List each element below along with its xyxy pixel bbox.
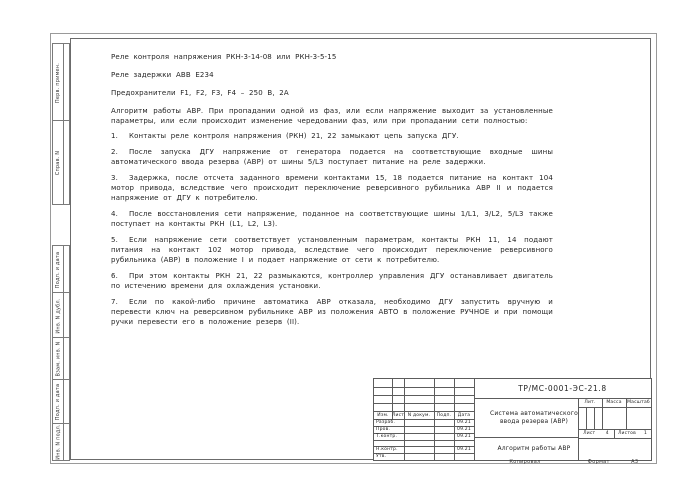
margin-box-podp-data-2 xyxy=(52,379,70,425)
margin-label: Перв. примен. xyxy=(55,62,62,103)
algorithm-intro: Алгоритм работы АВР. При пропадании одной из фаз, или если напряжение выходит за установленные параметры, или если происходит изменение чередовании фаз, или при пропадании сети полностью: xyxy=(111,107,553,125)
margin-box-inv-podl xyxy=(52,423,70,461)
intro-line-1: Реле контроля напряжения РКН-3-14-08 или РКН-3-5-15 xyxy=(111,53,337,61)
grid-line xyxy=(594,407,595,429)
project-name: Система автоматического ввода резерва (АВР) xyxy=(490,409,578,425)
item-number: 4. xyxy=(111,210,118,218)
margin-box-podp-data-1 xyxy=(52,245,70,294)
algorithm-item-3 xyxy=(111,173,553,203)
scale-label: Масштаб xyxy=(627,400,650,405)
item-number: 5. xyxy=(111,236,118,244)
margin-label: Инв. N дубл. xyxy=(55,297,62,334)
item-text: Если по какой-либо причине автоматика АВР отказала, необходимо ДГУ запустить вручную и перевести ключ на реверсивном рубильнике АВР из положения АВТО в положение РУЧНОЕ и при помощи ручки перевести его в положение резерв (II). xyxy=(111,298,553,326)
col-data: Дата xyxy=(457,412,471,418)
item-number: 6. xyxy=(111,272,118,280)
sheets-total: 1 xyxy=(643,431,648,436)
item-number: 1. xyxy=(111,132,118,140)
grid-line xyxy=(374,440,474,441)
sheets-label: Листов xyxy=(617,431,636,436)
format-cell xyxy=(577,459,649,465)
sheets-total-cell xyxy=(614,429,651,438)
margin-label: Инв. N подл. xyxy=(55,424,62,460)
item-text: Контакты реле контроля напряжения (РКН) 21, 22 замыкают цепь запуска ДГУ. xyxy=(129,132,459,140)
lit-label: Лит. xyxy=(584,400,596,405)
role-utv: Утв. xyxy=(376,454,387,459)
margin-box-sprav-n xyxy=(52,120,70,205)
intro-line-2: Реле задержки ABB E234 xyxy=(111,71,214,79)
algorithm-item-2 xyxy=(111,147,553,167)
margin-label: Подп. и дата xyxy=(55,383,62,421)
algorithm-item-4 xyxy=(111,209,553,229)
sheet-number: 4 xyxy=(605,431,609,436)
grid-line xyxy=(374,395,474,396)
item-number: 3. xyxy=(111,174,118,182)
col-list: Лист xyxy=(391,412,405,418)
sheet-cell xyxy=(578,429,614,438)
margin-box-vzam-inv xyxy=(52,337,70,381)
grid-line xyxy=(374,403,474,404)
col-podp: Подп. xyxy=(436,412,452,418)
date-prov: 09.21 xyxy=(457,427,471,432)
format-value: А3 xyxy=(631,459,639,465)
margin-label: Взам. инв. N xyxy=(55,341,62,377)
margin-label: Подп. и дата xyxy=(55,251,62,288)
item-number: 2. xyxy=(111,148,118,156)
col-ndokum: N докум. xyxy=(407,412,431,418)
document-designation: ТР/МС-0001-ЭС-21.8 xyxy=(518,384,607,393)
margin-box-inv-dubl xyxy=(52,292,70,339)
sheet-label: Лист xyxy=(583,431,596,436)
format-label: Формат xyxy=(587,459,610,465)
role-prov: Пров. xyxy=(376,427,391,432)
grid-line xyxy=(374,387,474,388)
role-tkontr: Т.контр. xyxy=(376,434,398,439)
col-izm: Изм. xyxy=(377,412,389,418)
sheet-name: Алгоритм работы АВР xyxy=(497,444,571,452)
item-text: После восстановления сети напряжение, поданное на соответствующие шины 1/L1, 3/L2, 5/L3 также поступает на контакты РКН (L1, L2, L3). xyxy=(111,210,553,228)
algorithm-item-6 xyxy=(111,271,553,291)
algorithm-item-5 xyxy=(111,235,553,265)
margin-label: Справ. N xyxy=(55,150,62,175)
item-text: После запуска ДГУ напряжение от генератора подается на соответствующие входные шины автоматического ввода резерва (АВР) от шины 5/L3 поступает питание на реле задержки. xyxy=(111,148,553,166)
item-text: Если напряжение сети соответствует установленным параметрам, контакты РКН 11, 14 подают питания на контакт 102 мотор привода, вследствие чего происходит переключение реверсивного рубильника (АВР) в положение I и подает напряжение от сети к потребителю. xyxy=(111,236,553,264)
algorithm-item-7 xyxy=(111,297,553,327)
item-text: Задержка, после отсчета заданного времени контактами 15, 18 подается питание на контакт 104 мотор привода, вследствие чего происходит переключение реверсивного рубильника АВР II и подается напряжение от ДГУ к потребителю. xyxy=(111,174,553,202)
role-razrab: Разраб. xyxy=(376,420,396,425)
algorithm-item-1 xyxy=(111,131,553,141)
item-number: 7. xyxy=(111,298,118,306)
date-razrab: 09.21 xyxy=(457,420,471,425)
date-nkontr: 09.21 xyxy=(457,447,471,452)
date-tkontr: 09.21 xyxy=(457,434,471,439)
role-nkontr: Н.контр. xyxy=(376,447,398,452)
title-block xyxy=(373,378,652,461)
item-text: При этом контакты РКН 21, 22 размыкаются, контроллер управления ДГУ останавливает двигатель по истечению времени для охлаждения установки. xyxy=(111,272,553,290)
intro-line-3: Предохранители F1, F2, F3, F4 – 250 В, 2А xyxy=(111,89,289,97)
document-body xyxy=(111,52,553,333)
copied-label: Копировал xyxy=(509,459,541,465)
mass-label: Масса xyxy=(606,400,622,405)
margin-box-perv-primen xyxy=(52,43,70,122)
